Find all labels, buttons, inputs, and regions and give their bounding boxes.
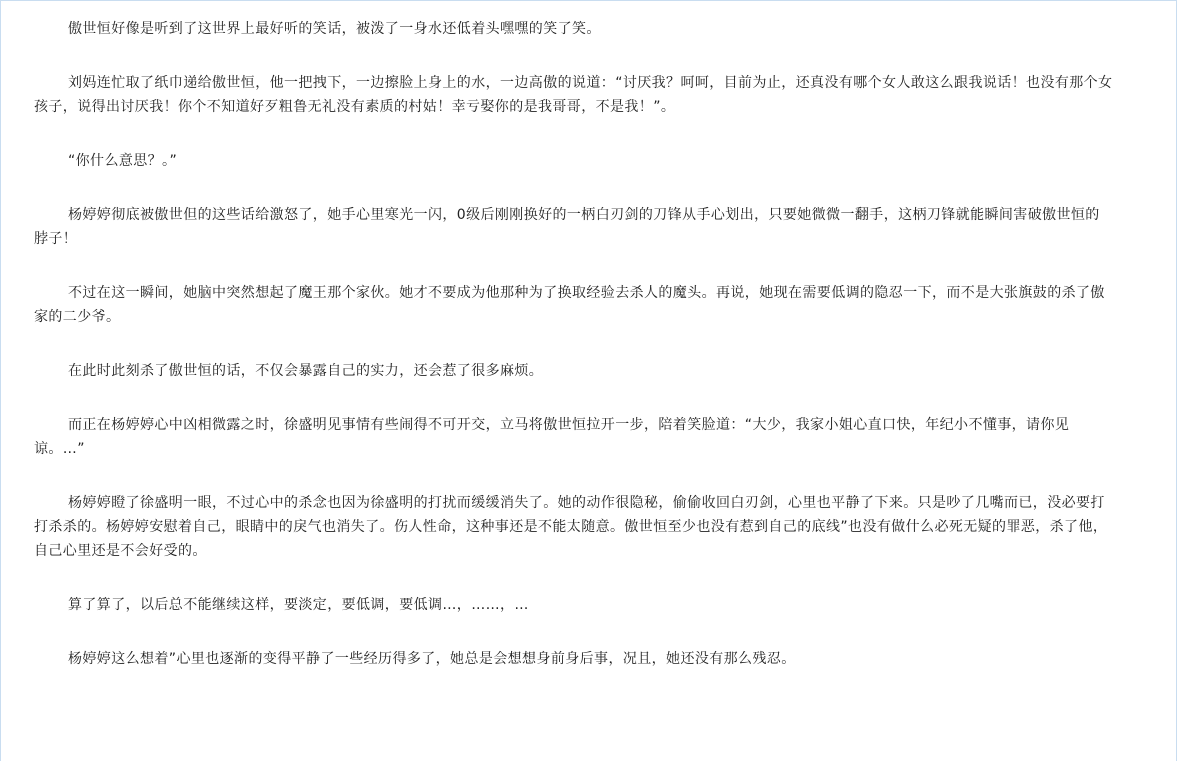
paragraph: “你什么意思？。” [68,153,178,169]
paragraph: 刘妈连忙取了纸巾递给傲世恒，他一把拽下，一边擦脸上身上的水，一边高傲的说道：“讨厌我？呵呵，目前为止，还真没有哪个女人敢这么跟我说话！也没有那个女孩子，说得出讨厌我！你个不知道好歹粗鲁无礼没有素质的村姑！幸亏娶你的是我哥哥，不是我！”。 [34,75,1113,115]
paragraph: 而正在杨婷婷心中凶相微露之时，徐盛明见事情有些闹得不可开交，立马将傲世恒拉开一步，陪着笑脸道：“大少，我家小姐心直口快，年纪小不懂事，请你见谅。…” [34,417,1070,457]
paragraph: 杨婷婷这么想着”心里也逐渐的变得平静了一些经历得多了，她总是会想想身前身后事，况且，她还没有那么残忍。 [68,651,796,667]
paragraph: 杨婷婷瞪了徐盛明一眼，不过心中的杀念也因为徐盛明的打扰而缓缓消失了。她的动作很隐秘，偷偷收回白刃剑，心里也平静了下来。只是吵了几嘴而已，没必要打打杀杀的。杨婷婷安慰着自己，眼睛中的戾气也消失了。伤人性命，这种事还是不能太随意。傲世恒至少也没有惹到自己的底线”也没有做什么必死无疑的罪恶，杀了他，自己心里还是不会好受的。 [34,495,1108,559]
article-body [34,17,1114,671]
paragraph: 傲世恒好像是听到了这世界上最好听的笑话，被泼了一身水还低着头嘿嘿的笑了笑。 [68,21,601,37]
paragraph: 在此时此刻杀了傲世恒的话，不仅会暴露自己的实力，还会惹了很多麻烦。 [68,363,544,379]
paragraph: 不过在这一瞬间，她脑中突然想起了魔王那个家伙。她才不要成为他那种为了换取经验去杀人的魔头。再说，她现在需要低调的隐忍一下，而不是大张旗鼓的杀了傲家的二少爷。 [34,285,1105,325]
paragraph: 杨婷婷彻底被傲世但的这些话给激怒了，她手心里寒光一闪，0级后刚刚换好的一柄白刃剑的刀锋从手心划出，只要她微微一翻手，这柄刀锋就能瞬间害破傲世恒的脖子！ [34,207,1100,247]
paragraph: 算了算了，以后总不能继续这样，要淡定，要低调，要低调…，……，… [68,597,529,613]
